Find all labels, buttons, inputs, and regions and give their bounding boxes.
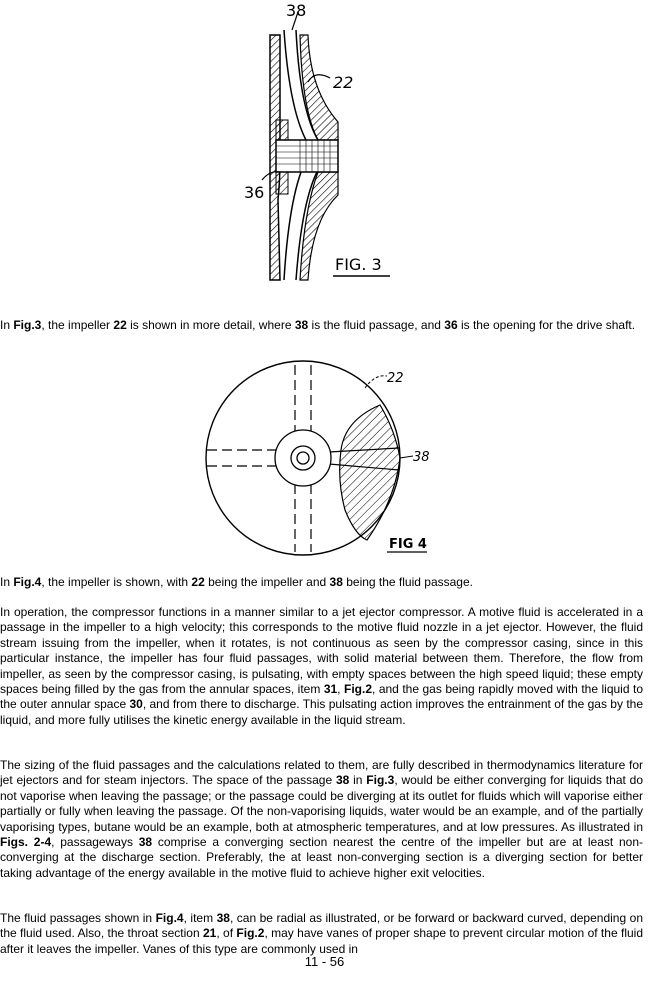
figure-3-impeller-section <box>240 0 400 290</box>
fig3-ref-22: 22 <box>333 73 354 92</box>
fig3-ref-36: 36 <box>244 183 265 202</box>
fig4-ref-38: 38 <box>413 450 430 465</box>
fig3-caption: FIG. 3 <box>335 255 382 274</box>
paragraph-fig4-description: In Fig.4, the impeller is shown, with 22 being the impeller and 38 being the fluid passage. <box>0 575 473 589</box>
paragraph-sizing: The sizing of the fluid passages and the calculations related to them, are fully described in thermodynamics literature for jet ejectors and for steam injectors. The space of the passage 38 in Fig.3, would be either converging for liquids that do not vaporise when leaving the passage; or the passage could be diverging at its outlet for fluids which will vaporise either partially or fully when leaving the passage. Of the non-vaporising liquids, water would be an example, and of the partially vaporising types, butane would be an example, both at atmospheric temperatures, and at low pressures. As illustrated in Figs. 2-4, passageways 38 comprise a converging section nearest the centre of the impeller but are at least non-converging at the discharge section. Preferably, the at least non-converging section is a diverging section for better taking advantage of the energy available in the motive fluid to achieve higher exit velocities. <box>0 758 643 880</box>
fig4-caption: FIG 4 <box>389 537 427 552</box>
fig4-ref-22: 22 <box>387 371 404 386</box>
paragraph-operation: In operation, the compressor functions in a manner similar to a jet ejector compressor. A motive fluid is accelerated in a passage in the impeller to a high velocity; this corresponds to the motive fluid nozzle in a jet ejector. However, the fluid stream issuing from the impeller, when it rotates, is not continuous as seen by the compressor casing, since in this particular instance, the impeller has four fluid passages, with solid material between them. Therefore, the flow from impeller, as seen by the compressor casing, is pulsating, with empty spaces between the high speed liquid; these empty spaces being filled by the gas from the annular spaces, item 31, Fig.2, and the gas being rapidly moved with the liquid to the outer annular space 30, and from there to discharge. This pulsating action improves the entrainment of the gas by the liquid, and more fully utilises the kinetic energy available in the liquid stream. <box>0 605 643 727</box>
page-number: 11 - 56 <box>304 954 345 969</box>
paragraph-fig3-description: In Fig.3, the impeller 22 is shown in more detail, where 38 is the fluid passage, and 36 is the opening for the drive shaft. <box>0 318 636 332</box>
paragraph-fluid-passages: The fluid passages shown in Fig.4, item 38, can be radial as illustrated, or be forward or backward curved, depending on the fluid used. Also, the throat section 21, of Fig.2, may have vanes of proper shape to prevent circular motion of the fluid after it leaves the impeller. Vanes of this type are commonly used in <box>0 911 643 956</box>
fig3-ref-38: 38 <box>286 1 307 20</box>
figure-4-impeller-plan <box>195 360 455 560</box>
